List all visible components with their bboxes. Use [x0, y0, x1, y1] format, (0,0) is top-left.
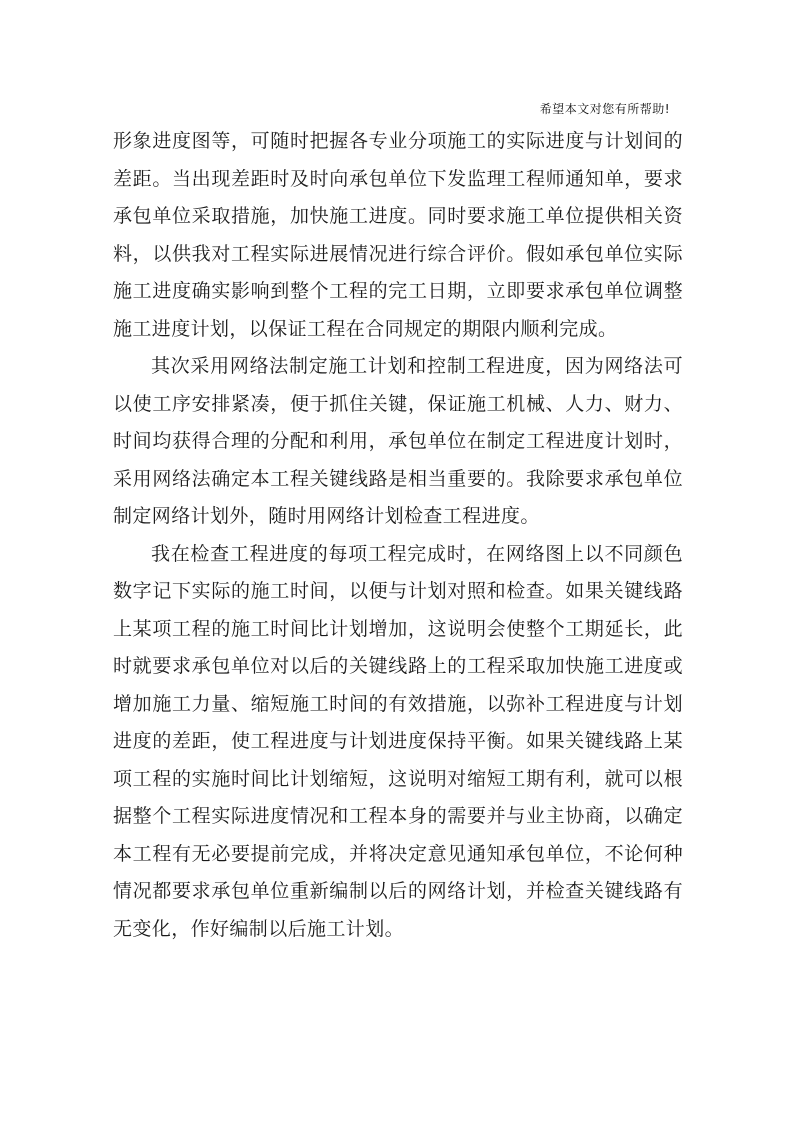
document-body: [113, 123, 683, 948]
header-note: 希望本文对您有所帮助!: [539, 102, 670, 116]
paragraph-3: 我在检查工程进度的每项工程完成时，在网络图上以不同颜色数字记下实际的施工时间，以便与计划对照和检查。如果关键线路上某项工程的施工时间比计划增加，这说明会使整个工期延长，此时就要求承包单位对以后的关键线路上的工程采取加快施工进度或增加施工力量、缩短施工时间的有效措施，以弥补工程进度与计划进度的差距，使工程进度与计划进度保持平衡。如果关键线路上某项工程的实施时间比计划缩短，这说明对缩短工期有利，就可以根据整个工程实际进度情况和工程本身的需要并与业主协商，以确定本工程有无必要提前完成，并将决定意见通知承包单位，不论何种情况都要求承包单位重新编制以后的网络计划，并检查关键线路有无变化，作好编制以后施工计划。: [113, 542, 683, 940]
paragraph-1: 形象进度图等，可随时把握各专业分项施工的实际进度与计划间的差距。当出现差距时及时向承包单位下发监理工程师通知单，要求承包单位采取措施，加快施工进度。同时要求施工单位提供相关资料，以供我对工程实际进展情况进行综合评价。假如承包单位实际施工进度确实影响到整个工程的完工日期，立即要求承包单位调整施工进度计划，以保证工程在合同规定的期限内顺利完成。: [113, 130, 683, 340]
paragraph-2: 其次采用网络法制定施工计划和控制工程进度，因为网络法可以使工序安排紧凑，便于抓住关键，保证施工机械、人力、财力、时间均获得合理的分配和利用，承包单位在制定工程进度计划时，采用网络法确定本工程关键线路是相当重要的。我除要求承包单位制定网络计划外，随时用网络计划检查工程进度。: [113, 355, 683, 527]
